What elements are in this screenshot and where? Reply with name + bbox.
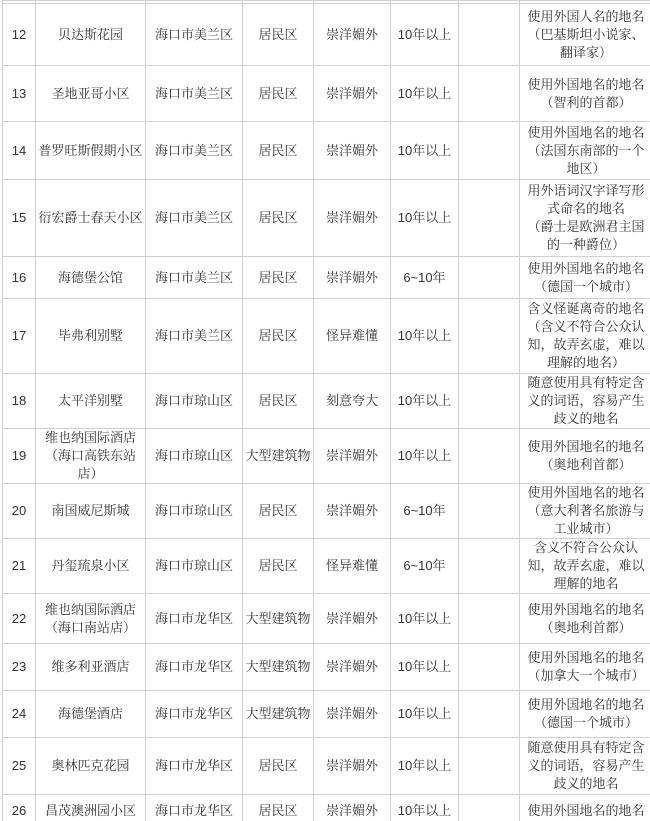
place-type-cell: 居民区 xyxy=(243,374,314,429)
place-name-cell: 衍宏爵士春天小区 xyxy=(36,180,146,257)
reason-cell: 用外语词汉字译写形式命名的地名 （爵士是欧洲君主国的一种爵位） xyxy=(520,180,650,257)
usage-years-cell: 10年以上 xyxy=(391,299,459,374)
table-row xyxy=(3,484,650,539)
usage-years-cell: 10年以上 xyxy=(391,644,459,691)
table-row xyxy=(3,66,650,122)
row-number-cell: 16 xyxy=(3,257,36,299)
district-cell: 海口市美兰区 xyxy=(146,122,243,180)
table-row xyxy=(3,257,650,299)
empty-cell xyxy=(459,738,520,795)
category-cell: 崇洋媚外 xyxy=(314,429,391,484)
usage-years-cell: 10年以上 xyxy=(391,374,459,429)
reason-cell: 使用外国地名的地名 （法国东南部的一个地区） xyxy=(520,122,650,180)
place-type-cell: 居民区 xyxy=(243,122,314,180)
category-cell: 崇洋媚外 xyxy=(314,4,391,66)
row-number-cell: 25 xyxy=(3,738,36,795)
usage-years-cell: 10年以上 xyxy=(391,66,459,122)
empty-cell xyxy=(459,644,520,691)
district-cell: 海口市美兰区 xyxy=(146,180,243,257)
row-number-cell: 14 xyxy=(3,122,36,180)
reason-cell: 使用外国地名的地名 （奥地利首都） xyxy=(520,429,650,484)
place-type-cell: 居民区 xyxy=(243,257,314,299)
place-name-cell: 海德堡公馆 xyxy=(36,257,146,299)
place-type-cell: 居民区 xyxy=(243,299,314,374)
reason-cell: 使用外国地名的地名 （加拿大一个城市） xyxy=(520,644,650,691)
row-number-cell: 15 xyxy=(3,180,36,257)
category-cell: 崇洋媚外 xyxy=(314,738,391,795)
empty-cell xyxy=(459,122,520,180)
empty-cell xyxy=(459,257,520,299)
empty-cell xyxy=(459,180,520,257)
reason-cell: 使用外国地名的地名 （意大利著名旅游与工业城市） xyxy=(520,484,650,539)
place-type-cell: 大型建筑物 xyxy=(243,644,314,691)
district-cell: 海口市美兰区 xyxy=(146,299,243,374)
usage-years-cell: 10年以上 xyxy=(391,180,459,257)
place-name-cell: 圣地亚哥小区 xyxy=(36,66,146,122)
category-cell: 崇洋媚外 xyxy=(314,691,391,738)
district-cell: 海口市龙华区 xyxy=(146,795,243,821)
place-name-cell: 奥林匹克花园 xyxy=(36,738,146,795)
table-row xyxy=(3,795,650,821)
row-number-cell: 24 xyxy=(3,691,36,738)
reason-cell: 使用外国人名的地名 （巴基斯坦小说家、翻译家） xyxy=(520,4,650,66)
usage-years-cell: 10年以上 xyxy=(391,738,459,795)
reason-cell: 随意使用具有特定含义的词语，容易产生歧义的地名 xyxy=(520,374,650,429)
category-cell: 崇洋媚外 xyxy=(314,594,391,644)
category-cell: 崇洋媚外 xyxy=(314,180,391,257)
place-name-cell: 南国威尼斯城 xyxy=(36,484,146,539)
table-row xyxy=(3,691,650,738)
category-cell: 怪异难懂 xyxy=(314,539,391,594)
empty-cell xyxy=(459,795,520,821)
district-cell: 海口市美兰区 xyxy=(146,66,243,122)
place-name-cell: 丹玺琉泉小区 xyxy=(36,539,146,594)
district-cell: 海口市龙华区 xyxy=(146,644,243,691)
row-number-cell: 12 xyxy=(3,4,36,66)
category-cell: 刻意夸大 xyxy=(314,374,391,429)
empty-cell xyxy=(459,691,520,738)
reason-cell: 使用外国地名的地名 xyxy=(520,795,650,821)
place-type-cell: 居民区 xyxy=(243,4,314,66)
place-type-cell: 大型建筑物 xyxy=(243,594,314,644)
place-type-cell: 大型建筑物 xyxy=(243,429,314,484)
place-type-cell: 居民区 xyxy=(243,738,314,795)
reason-cell: 含义怪诞离奇的地名 （含义不符合公众认知，故弄玄虚，难以理解的地名） xyxy=(520,299,650,374)
empty-cell xyxy=(459,539,520,594)
improper-place-names-table xyxy=(2,0,650,821)
table-row xyxy=(3,539,650,594)
row-number-cell: 18 xyxy=(3,374,36,429)
place-type-cell: 居民区 xyxy=(243,539,314,594)
table-row xyxy=(3,4,650,66)
row-number-cell: 17 xyxy=(3,299,36,374)
place-name-cell: 毕弗利别墅 xyxy=(36,299,146,374)
place-type-cell: 居民区 xyxy=(243,66,314,122)
district-cell: 海口市龙华区 xyxy=(146,738,243,795)
table-row xyxy=(3,374,650,429)
usage-years-cell: 10年以上 xyxy=(391,691,459,738)
table-row xyxy=(3,594,650,644)
reason-cell: 使用外国地名的地名 （奥地利首都） xyxy=(520,594,650,644)
district-cell: 海口市美兰区 xyxy=(146,257,243,299)
row-number-cell: 21 xyxy=(3,539,36,594)
category-cell: 怪异难懂 xyxy=(314,299,391,374)
district-cell: 海口市琼山区 xyxy=(146,539,243,594)
place-name-cell: 昌茂澳洲园小区 xyxy=(36,795,146,821)
empty-cell xyxy=(459,484,520,539)
empty-cell xyxy=(459,66,520,122)
table-row xyxy=(3,122,650,180)
reason-cell: 含义不符合公众认知，故弄玄虚，难以理解的地名 xyxy=(520,539,650,594)
district-cell: 海口市琼山区 xyxy=(146,429,243,484)
table-body xyxy=(3,1,650,821)
table-row xyxy=(3,644,650,691)
table-row xyxy=(3,180,650,257)
row-number-cell: 20 xyxy=(3,484,36,539)
row-number-cell: 19 xyxy=(3,429,36,484)
table-row xyxy=(3,429,650,484)
place-name-cell: 维也纳国际酒店（海口南站店） xyxy=(36,594,146,644)
usage-years-cell: 10年以上 xyxy=(391,4,459,66)
row-number-cell: 22 xyxy=(3,594,36,644)
usage-years-cell: 10年以上 xyxy=(391,594,459,644)
table-row xyxy=(3,738,650,795)
district-cell: 海口市琼山区 xyxy=(146,484,243,539)
row-number-cell: 13 xyxy=(3,66,36,122)
place-name-cell: 普罗旺斯假期小区 xyxy=(36,122,146,180)
place-type-cell: 居民区 xyxy=(243,795,314,821)
usage-years-cell: 6~10年 xyxy=(391,484,459,539)
reason-cell: 使用外国地名的地名 （德国一个城市） xyxy=(520,257,650,299)
district-cell: 海口市琼山区 xyxy=(146,374,243,429)
empty-cell xyxy=(459,429,520,484)
place-name-cell: 海德堡酒店 xyxy=(36,691,146,738)
empty-cell xyxy=(459,594,520,644)
usage-years-cell: 6~10年 xyxy=(391,257,459,299)
category-cell: 崇洋媚外 xyxy=(314,795,391,821)
usage-years-cell: 6~10年 xyxy=(391,539,459,594)
empty-cell xyxy=(459,299,520,374)
place-name-cell: 维也纳国际酒店（海口高铁东站店） xyxy=(36,429,146,484)
place-type-cell: 居民区 xyxy=(243,484,314,539)
empty-cell xyxy=(459,4,520,66)
place-type-cell: 大型建筑物 xyxy=(243,691,314,738)
district-cell: 海口市美兰区 xyxy=(146,4,243,66)
place-name-cell: 维多利亚酒店 xyxy=(36,644,146,691)
place-name-cell: 贝达斯花园 xyxy=(36,4,146,66)
category-cell: 崇洋媚外 xyxy=(314,66,391,122)
row-number-cell: 26 xyxy=(3,795,36,821)
table-row xyxy=(3,299,650,374)
place-name-cell: 太平洋别墅 xyxy=(36,374,146,429)
usage-years-cell: 10年以上 xyxy=(391,429,459,484)
category-cell: 崇洋媚外 xyxy=(314,484,391,539)
place-type-cell: 居民区 xyxy=(243,180,314,257)
category-cell: 崇洋媚外 xyxy=(314,122,391,180)
usage-years-cell: 10年以上 xyxy=(391,122,459,180)
district-cell: 海口市龙华区 xyxy=(146,594,243,644)
district-cell: 海口市龙华区 xyxy=(146,691,243,738)
row-number-cell: 23 xyxy=(3,644,36,691)
category-cell: 崇洋媚外 xyxy=(314,257,391,299)
reason-cell: 使用外国地名的地名 （智利的首都） xyxy=(520,66,650,122)
empty-cell xyxy=(459,374,520,429)
reason-cell: 使用外国地名的地名 （德国一个城市） xyxy=(520,691,650,738)
reason-cell: 随意使用具有特定含义的词语，容易产生歧义的地名 xyxy=(520,738,650,795)
usage-years-cell: 10年以上 xyxy=(391,795,459,821)
category-cell: 崇洋媚外 xyxy=(314,644,391,691)
